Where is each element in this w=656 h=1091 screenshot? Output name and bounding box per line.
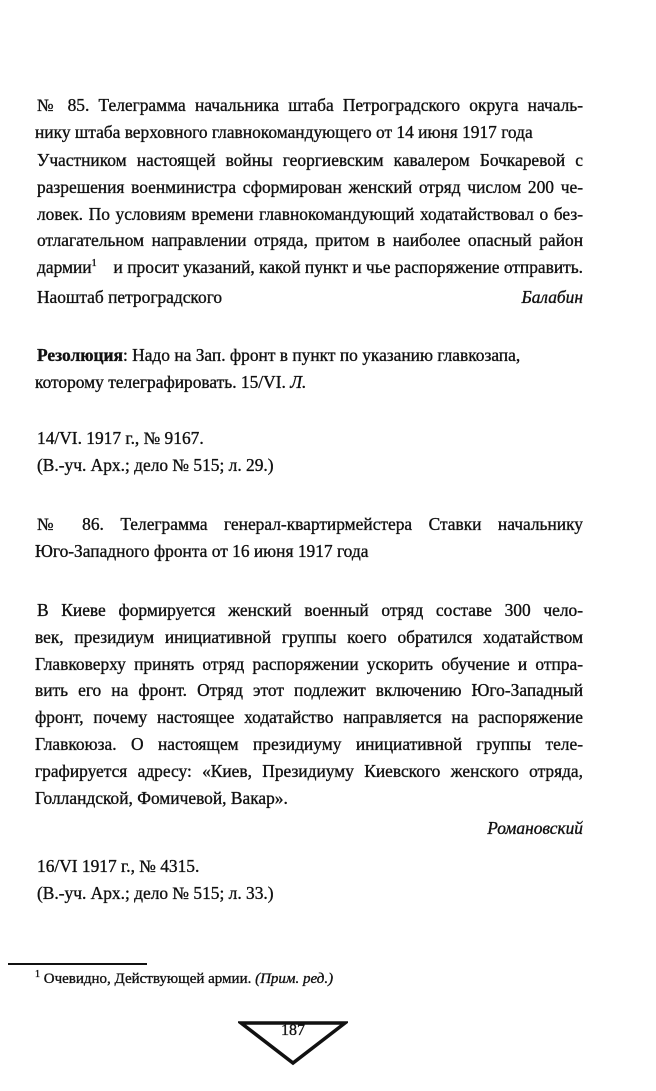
resolution-line [37, 342, 583, 369]
reference-line: 16/VI 1917 г., № 4315. [37, 856, 200, 876]
footnote [35, 971, 333, 988]
body-line: Голландской, Фомичевой, Вакар». [35, 787, 288, 808]
reference-line: (В.-уч. Арх.; дело № 515; л. 29.) [37, 454, 274, 475]
body-line [37, 254, 583, 281]
body-line: графируется адресу: «Киев, Президиуму Киевского женского отряда, [35, 760, 583, 781]
body-text [37, 254, 97, 281]
body-text: дармии [37, 257, 92, 278]
resolution-text: которому телеграфировать. 15/VI. [35, 371, 291, 392]
body-line: фронт, почему настоящее ходатайство направляется на распоряжение [35, 707, 583, 728]
doc86-title [37, 511, 583, 565]
body-line: Главковерху принять отряд распоряжении ускорить обучение и отпра- [35, 653, 583, 674]
signature: Балабин [521, 286, 583, 307]
sender: Наоштаб петроградского [37, 286, 223, 307]
footnote-rule [8, 963, 147, 965]
signature: Романовский [487, 818, 583, 839]
footnote-text: Очевидно, Действующей армии. [40, 971, 256, 987]
title-line: № 85. Телеграмма начальника штаба Петроградского округа началь- [37, 95, 583, 115]
page-number: 187 [281, 1022, 305, 1039]
title-line: нику штаба верховного главнокомандующего от 14 июня 1917 года [35, 121, 533, 142]
reference-line: (В.-уч. Арх.; дело № 515; л. 33.) [37, 882, 274, 903]
title-line: Юго-Западного фронта от 16 июня 1917 года [35, 540, 369, 561]
doc86-body [37, 597, 583, 842]
doc85-reference [37, 425, 583, 479]
body-line: отлагательном направлении отряда, притом в наиболее опасный район [37, 230, 583, 251]
reference-line: 14/VI. 1917 г., № 9167. [37, 428, 204, 448]
footnote-mark: 1 [91, 258, 97, 270]
body-line: В Киеве формируется женский военный отряд составе 300 чело- [37, 600, 583, 620]
body-text: и просит указаний, какой пункт и чье распоряжение отправить. [113, 257, 583, 278]
resolution-label: Резолюция [37, 345, 123, 365]
doc85-title [37, 92, 583, 146]
body-line: Участником настоящей войны георгиевским кавалером Бочкаревой с [37, 150, 583, 170]
signature-row [37, 284, 583, 311]
resolution-line [35, 369, 583, 396]
resolution-initial: Л. [290, 371, 307, 392]
footnote-note: (Прим. ред.) [255, 971, 334, 987]
body-line: Главкоюза. О настоящем президиуму инициативной группы теле- [35, 733, 583, 754]
doc85-body [37, 147, 583, 311]
title-line: № 86. Телеграмма генерал-квартирмейстера Ставки начальнику [37, 514, 583, 534]
body-line: ловек. По условиям времени главнокомандующий ходатайствовал о без- [37, 203, 583, 224]
resolution [37, 342, 583, 396]
body-line: разрешения военминистра сформирован женский отряд числом 200 че- [37, 176, 583, 197]
page-number-badge [238, 1020, 348, 1066]
resolution-text: : Надо на Зап. фронт в пункт по указанию главкозапа, [122, 345, 521, 365]
doc86-reference [37, 853, 583, 907]
footnote-mark: 1 [35, 969, 40, 980]
body-line: век, президиум инициативной группы коего обратился ходатайством [35, 626, 583, 647]
body-line: вить его на фронт. Отряд этот подлежит включению Юго-Западный [35, 680, 583, 701]
